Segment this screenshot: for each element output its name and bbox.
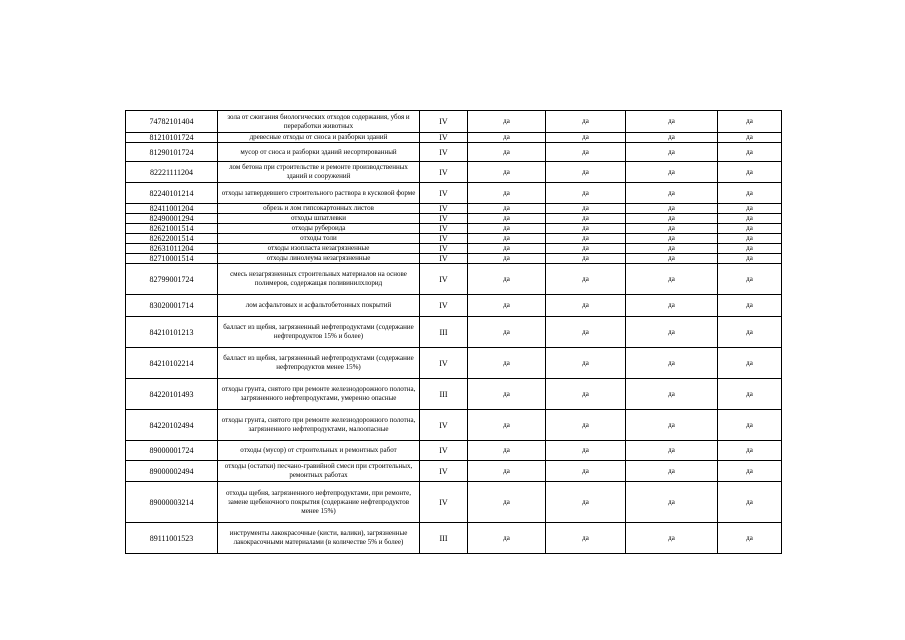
waste-code-cell: 89000003214 <box>126 482 218 523</box>
waste-code-cell: 83020001714 <box>126 295 218 317</box>
table-row <box>126 244 782 254</box>
waste-code-cell: 82631011204 <box>126 244 218 254</box>
hazard-class-cell: IV <box>420 254 468 264</box>
flag-cell-3: да <box>626 254 718 264</box>
flag-cell-3: да <box>626 482 718 523</box>
waste-name-cell: лом бетона при строительстве и ремонте производственных зданий и сооружений <box>218 162 420 183</box>
table-row <box>126 162 782 183</box>
table-row <box>126 379 782 410</box>
table-row <box>126 461 782 482</box>
flag-cell-2: да <box>546 441 626 461</box>
flag-cell-4: да <box>718 348 782 379</box>
hazard-class-cell: IV <box>420 410 468 441</box>
flag-cell-1: да <box>468 143 546 162</box>
flag-cell-4: да <box>718 244 782 254</box>
flag-cell-1: да <box>468 410 546 441</box>
flag-cell-4: да <box>718 441 782 461</box>
hazard-class-cell: IV <box>420 143 468 162</box>
hazard-class-cell: IV <box>420 234 468 244</box>
waste-code-cell: 84210102214 <box>126 348 218 379</box>
waste-code-cell: 84220102494 <box>126 410 218 441</box>
flag-cell-1: да <box>468 234 546 244</box>
flag-cell-2: да <box>546 523 626 554</box>
flag-cell-1: да <box>468 254 546 264</box>
flag-cell-4: да <box>718 133 782 143</box>
waste-name-cell: отходы (остатки) песчано-гравийной смеси при строительных, ремонтных работах <box>218 461 420 482</box>
flag-cell-4: да <box>718 264 782 295</box>
hazard-class-cell: IV <box>420 244 468 254</box>
flag-cell-1: да <box>468 317 546 348</box>
flag-cell-1: да <box>468 111 546 133</box>
hazard-class-cell: III <box>420 379 468 410</box>
table-row <box>126 133 782 143</box>
flag-cell-3: да <box>626 162 718 183</box>
table-row <box>126 111 782 133</box>
waste-name-cell: отходы изопласта незагрязненные <box>218 244 420 254</box>
flag-cell-3: да <box>626 183 718 204</box>
waste-code-cell: 81210101724 <box>126 133 218 143</box>
flag-cell-1: да <box>468 224 546 234</box>
flag-cell-1: да <box>468 133 546 143</box>
flag-cell-3: да <box>626 441 718 461</box>
waste-name-cell: отходы рубероида <box>218 224 420 234</box>
hazard-class-cell: IV <box>420 224 468 234</box>
table-row <box>126 234 782 244</box>
waste-name-cell: зола от сжигания биологических отходов содержания, убоя и переработки животных <box>218 111 420 133</box>
flag-cell-2: да <box>546 348 626 379</box>
flag-cell-2: да <box>546 461 626 482</box>
waste-code-cell: 82622001514 <box>126 234 218 244</box>
table-row <box>126 183 782 204</box>
flag-cell-3: да <box>626 379 718 410</box>
waste-code-cell: 81290101724 <box>126 143 218 162</box>
table-row <box>126 317 782 348</box>
waste-code-cell: 84210101213 <box>126 317 218 348</box>
waste-code-cell: 84220101493 <box>126 379 218 410</box>
flag-cell-2: да <box>546 111 626 133</box>
flag-cell-4: да <box>718 214 782 224</box>
waste-table-body <box>126 111 782 554</box>
flag-cell-3: да <box>626 204 718 214</box>
waste-code-cell: 89111001523 <box>126 523 218 554</box>
waste-name-cell: мусор от сноса и разборки зданий несортированный <box>218 143 420 162</box>
flag-cell-1: да <box>468 295 546 317</box>
flag-cell-4: да <box>718 295 782 317</box>
hazard-class-cell: III <box>420 523 468 554</box>
table-row <box>126 348 782 379</box>
flag-cell-1: да <box>468 441 546 461</box>
waste-name-cell: отходы затвердевшего строительного раствора в кусковой форме <box>218 183 420 204</box>
waste-name-cell: древесные отходы от сноса и разборки зданий <box>218 133 420 143</box>
flag-cell-3: да <box>626 348 718 379</box>
flag-cell-3: да <box>626 143 718 162</box>
flag-cell-2: да <box>546 224 626 234</box>
flag-cell-4: да <box>718 482 782 523</box>
table-row <box>126 214 782 224</box>
flag-cell-4: да <box>718 523 782 554</box>
table-row <box>126 295 782 317</box>
hazard-class-cell: IV <box>420 264 468 295</box>
waste-name-cell: отходы грунта, снятого при ремонте железнодорожного полотна, загрязненного нефтепродуктами, умеренно опасные <box>218 379 420 410</box>
flag-cell-1: да <box>468 214 546 224</box>
flag-cell-2: да <box>546 244 626 254</box>
table-row <box>126 410 782 441</box>
flag-cell-3: да <box>626 461 718 482</box>
flag-cell-3: да <box>626 295 718 317</box>
flag-cell-1: да <box>468 348 546 379</box>
flag-cell-3: да <box>626 410 718 441</box>
waste-code-cell: 82799001724 <box>126 264 218 295</box>
waste-code-cell: 82490001294 <box>126 214 218 224</box>
flag-cell-4: да <box>718 204 782 214</box>
flag-cell-2: да <box>546 214 626 224</box>
table-row <box>126 441 782 461</box>
flag-cell-1: да <box>468 482 546 523</box>
flag-cell-2: да <box>546 234 626 244</box>
waste-code-cell: 82621001514 <box>126 224 218 234</box>
flag-cell-4: да <box>718 234 782 244</box>
flag-cell-1: да <box>468 461 546 482</box>
hazard-class-cell: IV <box>420 461 468 482</box>
table-row <box>126 254 782 264</box>
table-row <box>126 224 782 234</box>
flag-cell-4: да <box>718 143 782 162</box>
waste-code-cell: 82411001204 <box>126 204 218 214</box>
flag-cell-1: да <box>468 523 546 554</box>
flag-cell-4: да <box>718 183 782 204</box>
flag-cell-1: да <box>468 244 546 254</box>
waste-code-cell: 74782101404 <box>126 111 218 133</box>
flag-cell-3: да <box>626 111 718 133</box>
flag-cell-2: да <box>546 162 626 183</box>
flag-cell-4: да <box>718 224 782 234</box>
waste-name-cell: отходы (мусор) от строительных и ремонтных работ <box>218 441 420 461</box>
waste-code-cell: 82710001514 <box>126 254 218 264</box>
waste-name-cell: балласт из щебня, загрязненный нефтепродуктами (содержание нефтепродуктов менее 15%) <box>218 348 420 379</box>
waste-table <box>125 110 782 554</box>
flag-cell-4: да <box>718 461 782 482</box>
waste-name-cell: отходы грунта, снятого при ремонте железнодорожного полотна, загрязненного нефтепродуктами, малоопасные <box>218 410 420 441</box>
flag-cell-3: да <box>626 523 718 554</box>
flag-cell-2: да <box>546 379 626 410</box>
flag-cell-1: да <box>468 183 546 204</box>
flag-cell-2: да <box>546 133 626 143</box>
waste-name-cell: балласт из щебня, загрязненный нефтепродуктами (содержание нефтепродуктов 15% и более) <box>218 317 420 348</box>
flag-cell-4: да <box>718 254 782 264</box>
flag-cell-2: да <box>546 183 626 204</box>
flag-cell-2: да <box>546 143 626 162</box>
hazard-class-cell: IV <box>420 183 468 204</box>
hazard-class-cell: IV <box>420 133 468 143</box>
flag-cell-4: да <box>718 317 782 348</box>
waste-name-cell: отходы шпатлевки <box>218 214 420 224</box>
flag-cell-4: да <box>718 379 782 410</box>
flag-cell-3: да <box>626 224 718 234</box>
waste-name-cell: смесь незагрязненных строительных материалов на основе полимеров, содержащая поливинилхлорид <box>218 264 420 295</box>
hazard-class-cell: IV <box>420 204 468 214</box>
flag-cell-2: да <box>546 295 626 317</box>
flag-cell-2: да <box>546 254 626 264</box>
flag-cell-1: да <box>468 264 546 295</box>
flag-cell-1: да <box>468 204 546 214</box>
hazard-class-cell: IV <box>420 162 468 183</box>
waste-code-cell: 89000001724 <box>126 441 218 461</box>
flag-cell-2: да <box>546 204 626 214</box>
hazard-class-cell: IV <box>420 214 468 224</box>
waste-name-cell: отходы толи <box>218 234 420 244</box>
flag-cell-3: да <box>626 244 718 254</box>
hazard-class-cell: IV <box>420 482 468 523</box>
hazard-class-cell: III <box>420 317 468 348</box>
flag-cell-3: да <box>626 214 718 224</box>
flag-cell-3: да <box>626 264 718 295</box>
hazard-class-cell: IV <box>420 111 468 133</box>
hazard-class-cell: IV <box>420 295 468 317</box>
flag-cell-4: да <box>718 410 782 441</box>
flag-cell-1: да <box>468 162 546 183</box>
flag-cell-3: да <box>626 317 718 348</box>
table-row <box>126 482 782 523</box>
flag-cell-4: да <box>718 162 782 183</box>
table-row <box>126 264 782 295</box>
table-row <box>126 204 782 214</box>
flag-cell-3: да <box>626 234 718 244</box>
flag-cell-2: да <box>546 410 626 441</box>
waste-name-cell: отходы щебня, загрязненного нефтепродуктами, при ремонте, замене щебеночного покрытия (содержание нефтепродуктов менее 15%) <box>218 482 420 523</box>
flag-cell-3: да <box>626 133 718 143</box>
table-row <box>126 143 782 162</box>
flag-cell-2: да <box>546 482 626 523</box>
flag-cell-4: да <box>718 111 782 133</box>
hazard-class-cell: IV <box>420 348 468 379</box>
table-row <box>126 523 782 554</box>
waste-name-cell: лом асфальтовых и асфальтобетонных покрытий <box>218 295 420 317</box>
flag-cell-2: да <box>546 264 626 295</box>
flag-cell-1: да <box>468 379 546 410</box>
flag-cell-2: да <box>546 317 626 348</box>
waste-code-cell: 82221111204 <box>126 162 218 183</box>
hazard-class-cell: IV <box>420 441 468 461</box>
waste-name-cell: отходы линолеума незагрязненные <box>218 254 420 264</box>
waste-code-cell: 82240101214 <box>126 183 218 204</box>
waste-name-cell: обрезь и лом гипсокартонных листов <box>218 204 420 214</box>
waste-code-cell: 89000002494 <box>126 461 218 482</box>
waste-name-cell: инструменты лакокрасочные (кисти, валики), загрязненные лакокрасочными материалами (в количестве 5% и более) <box>218 523 420 554</box>
